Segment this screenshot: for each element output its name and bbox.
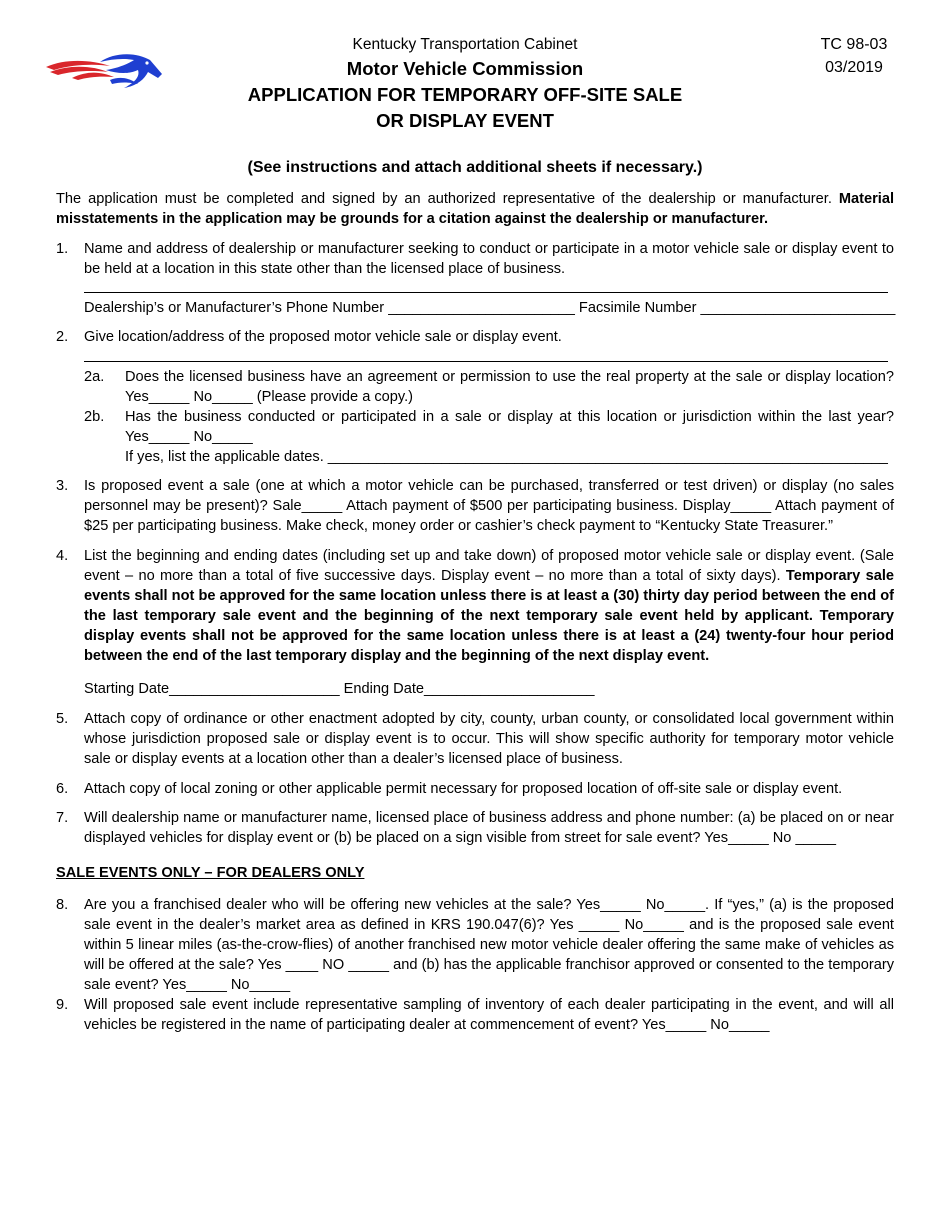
item-7-text[interactable]: Will dealership name or manufacturer name, licensed place of business address and phone number: (a) be placed on or near displayed vehicles for display event or (b) be placed on a sign visible from street for sale event? Yes_____ No _____: [84, 810, 894, 846]
instructions-note: (See instructions and attach additional sheets if necessary.): [247, 159, 703, 176]
item-number: 4.: [56, 548, 69, 564]
item-1: [56, 239, 894, 279]
form-title-line-2: OR DISPLAY EVENT: [376, 110, 554, 131]
item-2a: [84, 367, 894, 407]
form-header: [210, 33, 720, 134]
phone-fax-line[interactable]: Dealership’s or Manufacturer’s Phone Number _______________________ Facsimile Number ________________________: [84, 300, 896, 316]
item-1-text: Name and address of dealership or manufacturer seeking to conduct or participate in a motor vehicle sale or display event to be held at a location in this state other than the licensed place of business.: [84, 241, 894, 277]
item-number: 8.: [56, 897, 69, 913]
form-id-block: [800, 33, 908, 79]
item-number: 7.: [56, 810, 69, 826]
item-number: 3.: [56, 478, 69, 494]
form-title-line-1: APPLICATION FOR TEMPORARY OFF-SITE SALE: [247, 84, 683, 105]
intro-paragraph: [56, 189, 894, 229]
item-2b-text[interactable]: Has the business conducted or participated in a sale or display at this location or jurisdiction within the last year? Yes_____ No_____: [125, 409, 894, 445]
item-3-text[interactable]: Is proposed event a sale (one at which a motor vehicle can be purchased, transferred or test driven) or display (no sales personnel may be present)? Sale_____ Attach payment of $500 per participating business. Display_____ Attach payment of $25 per participating business. Make check, money order or cashier’s check payment to “Kentucky State Treasurer.”: [84, 478, 894, 534]
item-8-text[interactable]: Are you a franchised dealer who will be offering new vehicles at the sale? Yes_____ No_____. If “yes,” (a) is the proposed sale event in the dealer’s market area as defined in KRS 190.047(6)? Yes _____ No_____ and is the proposed sale event within 5 linear miles (as-the-crow-flies) of another franchised new motor vehicle dealer offering the same make of vehicles as will be offered at the sale? Yes ____ NO _____ and (b) has the applicable franchisor approved or consented to the temporary sale event? Yes_____ No_____: [84, 897, 894, 993]
section-heading-sale-events: SALE EVENTS ONLY – FOR DEALERS ONLY: [56, 865, 365, 881]
item-number: 6.: [56, 781, 69, 797]
start-end-dates-line[interactable]: Starting Date_____________________ Ending Date_____________________: [84, 681, 595, 697]
item-6: [56, 779, 894, 799]
item-number: 9.: [56, 997, 69, 1013]
item-2: [56, 327, 894, 347]
item-number: 2b.: [84, 409, 105, 425]
item-4-plain-text: List the beginning and ending dates (including set up and take down) of proposed motor vehicle sale or display event. (Sale event – no more than a total of five successive days. Display event – no more than a total of sixty days).: [84, 548, 894, 584]
item-2-text: Give location/address of the proposed motor vehicle sale or display event.: [84, 329, 562, 345]
item-number: 5.: [56, 711, 69, 727]
intro-bold-text: Material misstatements in the application may be grounds for a citation against the dealership or manufacturer.: [56, 191, 894, 227]
form-number: TC 98-03: [820, 36, 888, 53]
item-number: 2.: [56, 329, 69, 345]
item-9-text[interactable]: Will proposed sale event include representative sampling of inventory of each dealer participating in the event, and will all vehicles be registered in the name of participating dealer at commencement of event? Yes_____ No_____: [84, 997, 894, 1033]
item-7: [56, 808, 894, 848]
item-9: [56, 995, 894, 1035]
intro-text: The application must be completed and signed by an authorized representative of the dealership or manufacturer.: [56, 191, 839, 207]
item-8: [56, 895, 894, 995]
item-4: [56, 546, 894, 666]
item-5-text: Attach copy of ordinance or other enactment adopted by city, county, urban county, or consolidated local government within whose jurisdiction proposed sale or display event is to occur. This will show specific authority for temporary motor vehicle sale or display events at a location other than a dealer’s licensed place of business.: [84, 711, 894, 767]
item-2a-text[interactable]: Does the licensed business have an agreement or permission to use the real property at the sale or display location? Yes_____ No_____ (Please provide a copy.): [125, 369, 894, 405]
commission-name: Motor Vehicle Commission: [346, 58, 584, 79]
item-2b: [84, 407, 894, 447]
item-3: [56, 476, 894, 536]
agency-name: Kentucky Transportation Cabinet: [352, 36, 578, 53]
item-number: 2a.: [84, 369, 105, 385]
item-number: 1.: [56, 241, 69, 257]
item-2b-dates-line[interactable]: If yes, list the applicable dates. _____________________________________________________________________: [125, 449, 888, 465]
item-5: [56, 709, 894, 769]
item-6-text: Attach copy of local zoning or other applicable permit necessary for proposed location of off-site sale or display event.: [84, 781, 843, 797]
event-location-line[interactable]: [84, 361, 888, 362]
dealer-name-address-line[interactable]: [84, 292, 888, 293]
item-4-bold-text: Temporary sale events shall not be approved for the same location unless there is at least a (30) thirty day period between the end of the last temporary sale event and the beginning of the next temporary sale event held by applicant. Temporary display events shall not be approved for the same location unless there is at least a (24) twenty-four hour period between the end of the last temporary display and the beginning of the next display event.: [84, 568, 894, 664]
form-date: 03/2019: [825, 59, 883, 76]
kentucky-horse-logo-icon: [44, 50, 168, 94]
item-4-text: [84, 546, 894, 666]
